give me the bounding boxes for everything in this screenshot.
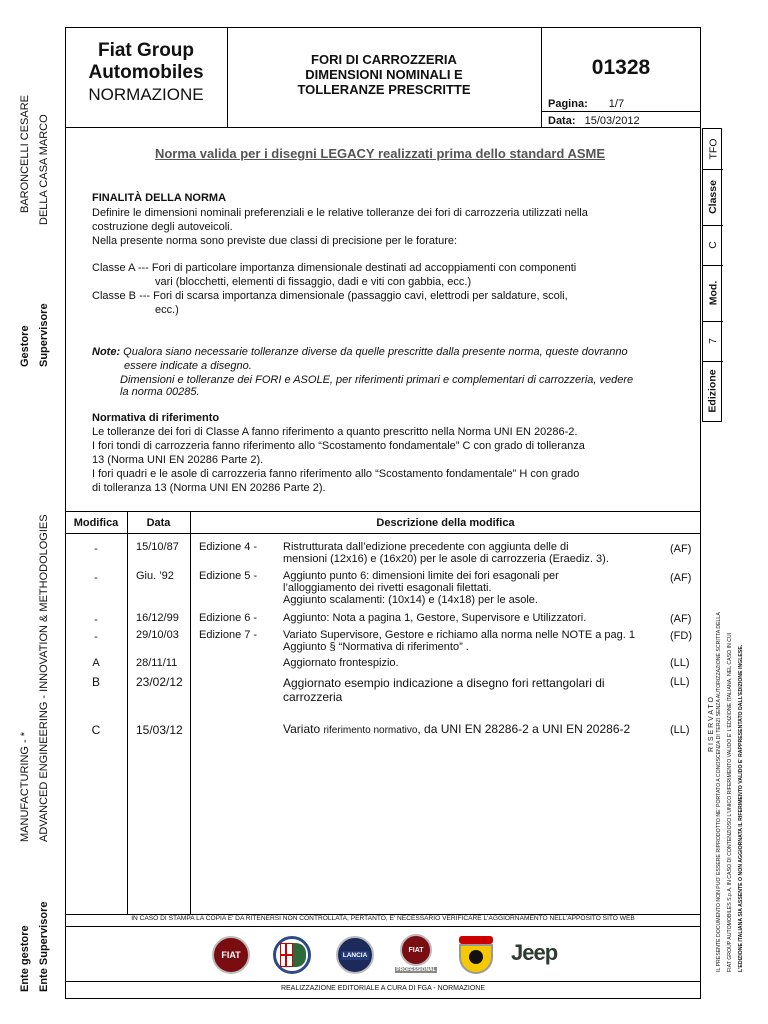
manager-role-label: Gestore: [19, 325, 31, 367]
row-desc-line1: Aggiornato esempio indicazione a disegno fori rettangolari di: [283, 676, 605, 690]
row-desc-line3: Aggiunto scalamenti: (10x14) e (14x18) per le asole.: [283, 594, 538, 606]
reserved-label: R I S E R V A T O: [708, 697, 715, 752]
title-line2: DIMENSIONI NOMINALI E: [305, 67, 463, 82]
row-date: 15/03/12: [136, 723, 183, 737]
normativa-line1: Le tolleranze dei fori di Classe A fanno riferimento a quanto prescritto nella Norma UNI EN 20286-2.: [92, 426, 578, 438]
row-edition: Edizione 4 -: [199, 541, 258, 553]
logo-band-bottom: [65, 981, 701, 982]
alfa-romeo-logo: [273, 936, 311, 974]
mod-label-cell: [703, 265, 723, 322]
page-label: Pagina:: [548, 98, 588, 110]
row-edition: Edizione 7 -: [199, 629, 258, 641]
abarth-logo: [457, 936, 495, 976]
supervising-body-label: Ente Supervisore: [38, 901, 50, 992]
header-date-divider: [541, 111, 701, 112]
manager-name: BARONCELLI CESARE: [19, 95, 31, 213]
class-a-line1: Classe A --- Fori di particolare importanza dimensionale destinati ad accoppiamenti con componenti: [92, 262, 577, 274]
col-header-modifica: Modifica: [73, 517, 119, 529]
legacy-notice: Norma valida per i disegni LEGACY realizzati prima dello standard ASME: [154, 146, 606, 161]
row-date: Giu. ’92: [136, 570, 174, 582]
class-b-line1: Classe B --- Fori di scarsa importanza dimensionale (passaggio cavi, elettrodi per saldature, scoli,: [92, 290, 568, 302]
finalita-text-line2: costruzione degli autoveicoli.: [92, 221, 233, 233]
mod-table-top: [65, 511, 701, 512]
row-desc-line1: Variato Supervisore, Gestore e richiamo alla norma nelle NOTE a pag. 1: [283, 629, 635, 641]
classe-value-cell: [703, 225, 723, 266]
fiat-logo-text: FIAT: [221, 950, 241, 960]
classe-label-cell: [703, 169, 723, 226]
print-notice: IN CASO DI STAMPA LA COPIA E' DA RITENERSI NON CONTROLLATA, PERTANTO, E' NECESSARIO VERIFICARE L'AGGIORNAMENTO NELL'APPOSITO SITO WEB: [131, 915, 635, 922]
row-code: (FD): [670, 630, 692, 642]
tfo-cell: [703, 129, 723, 170]
row-desc-part3: , da UNI EN 28286-2 a UNI EN 20286-2: [417, 722, 631, 736]
normativa-line4: I fori quadri e le asole di carrozzeria fanno riferimento allo “Scostamento fondamentale” H con grado: [92, 468, 580, 480]
managing-body-label: Ente gestore: [19, 925, 31, 992]
row-code: (LL): [670, 657, 690, 669]
col-header-descrizione: Descrizione della modifica: [376, 517, 515, 529]
document-title: [228, 52, 540, 97]
row-edition: Edizione 6 -: [199, 612, 258, 624]
mod-label: Mod.: [707, 280, 719, 306]
row-desc-line1: Aggiunto punto 6: dimensioni limite dei fori esagonali per: [283, 570, 559, 582]
supervising-body: ADVANCED ENGINEERING - INNOVATION & METHODOLOGIES: [38, 514, 50, 842]
class-a-line2: vari (blocchetti, elementi di fissaggio, dadi e viti con gabbia, ecc.): [155, 276, 472, 288]
tfo-value: TFO: [707, 138, 719, 160]
page-frame: [65, 27, 701, 999]
mod-table-header-bottom: [65, 533, 701, 534]
row-code: (LL): [670, 676, 690, 688]
row-desc-line1: Aggiornato frontespizio.: [283, 657, 399, 669]
managing-body: MANUFACTURING - *: [19, 732, 31, 842]
page-value: 1/7: [608, 98, 625, 110]
row-desc-line2: Aggiunto § “Normativa di riferimento” .: [283, 641, 469, 653]
date-label: Data:: [548, 115, 576, 127]
finalita-text-line3: Nella presente norma sono previste due classi di precisione per le forature:: [92, 235, 458, 247]
row-desc-line1: Ristrutturata dall’edizione precedente con aggiunta delle di: [283, 541, 569, 553]
jeep-logo: Jeep: [511, 940, 558, 965]
row-desc-line2: mensioni (12x16) e (16x20) per le asole di carrozzeria (Eraediz. 3).: [283, 553, 609, 565]
normativa-heading: Normativa di riferimento: [92, 412, 220, 424]
reserved-notice-line1: IL PRESENTE DOCUMENTO NON PUO' ESSERE RIPRODOTTO NE' PORTATO A CONOSCENZA DI TERZI SENZA AUTORIZZAZIONE SCRITTA DELLA: [716, 612, 722, 972]
class-b-line2: ecc.): [155, 304, 179, 316]
department-name: NORMAZIONE: [88, 85, 204, 104]
row-mod: C: [91, 723, 101, 737]
normativa-line3: 13 (Norma UNI EN 20286 Parte 2).: [92, 454, 264, 466]
row-code: (AF): [670, 613, 692, 625]
document-number: 01328: [591, 56, 651, 79]
row-date: 16/12/99: [136, 612, 179, 624]
row-mod: -: [94, 631, 98, 643]
mod-value: 7: [707, 338, 719, 344]
note-line1: [92, 346, 628, 359]
date-value: 15/03/2012: [584, 115, 640, 127]
row-code: (LL): [670, 724, 690, 736]
row-desc-line1: Aggiunto: Nota a pagina 1, Gestore, Supervisore e Utilizzatori.: [283, 612, 587, 624]
row-date: 23/02/12: [136, 675, 183, 689]
row-mod: -: [94, 572, 98, 584]
professional-label: PROFESSIONAL: [396, 967, 436, 973]
row-code: (AF): [670, 543, 692, 555]
note-line4: la norma 00285.: [120, 386, 200, 398]
reserved-notice-line2: FIAT GROUP AUTOMOBILES S.p.A. IN CASO DI CONTENZIOSO L'UNICO RIFERIMENTO VALIDO E' L'EDIZIONE ITALIANA. NEL CASO IN CUI: [727, 632, 733, 972]
fiat-professional-logo-text: FIAT: [408, 946, 424, 954]
company-name-line1: Fiat Group: [97, 40, 195, 61]
classification-table: [702, 128, 722, 422]
row-desc-part1: Variato: [283, 722, 324, 736]
row-code: (AF): [670, 572, 692, 584]
supervisor-name: DELLA CASA MARCO: [38, 114, 50, 225]
company-name-line2: Automobiles: [88, 62, 204, 83]
row-mod: B: [91, 675, 100, 689]
note-line2: essere indicate a disegno.: [124, 360, 252, 372]
row-desc-line2: carrozzeria: [283, 690, 343, 704]
header-divider: [65, 127, 701, 128]
page-info: [548, 98, 624, 110]
row-mod: A: [92, 657, 100, 669]
row-desc-line1: [283, 723, 630, 738]
classe-value: C: [707, 241, 719, 249]
row-desc-part2: riferimento normativo: [323, 725, 418, 736]
lancia-logo-text: LANCIA: [342, 951, 368, 959]
normativa-line2: I fori tondi di carrozzeria fanno riferimento allo “Scostamento fondamentale” C con grado di tolleranza: [92, 440, 585, 452]
title-line3: TOLLERANZE PRESCRITTE: [297, 82, 471, 97]
finalita-heading: FINALITÀ DELLA NORMA: [92, 192, 227, 204]
company-block: [66, 40, 226, 105]
mod-table-col1: [127, 511, 128, 914]
fiat-professional-logo: [400, 934, 432, 966]
mod-value-cell: [703, 321, 723, 362]
edizione-label-cell: [703, 361, 723, 421]
reserved-notice-line3: L'EDIZIONE ITALIANA SIA ASSENTE O NON AGGIORNATA IL RIFERIMENTO VALIDO E' RAPPRESENTATO DALL'EDIZIONE INGLESE.: [738, 644, 744, 972]
classe-label: Classe: [707, 180, 720, 214]
row-date: 15/10/87: [136, 541, 179, 553]
logo-band-top: [65, 926, 701, 927]
supervisor-role-label: Supervisore: [38, 303, 50, 367]
col-header-data: Data: [146, 517, 171, 529]
title-line1: FORI DI CARROZZERIA: [311, 52, 457, 67]
mod-table-col2: [190, 511, 191, 914]
edizione-label: Edizione: [707, 369, 720, 413]
row-mod: -: [94, 614, 98, 626]
editorial-credit: REALIZZAZIONE EDITORIALE A CURA DI FGA - NORMAZIONE: [280, 985, 486, 992]
row-desc-line2: l’alloggiamento dei rivetti esagonali filettati.: [283, 582, 492, 594]
note-label: Note:: [92, 346, 121, 358]
date-info: [548, 115, 640, 127]
note-line3: Dimensioni e tolleranze dei FORI e ASOLE, per riferimenti primari e complementari di carrozzeria, vedere: [120, 374, 634, 386]
row-date: 28/11/11: [136, 657, 178, 669]
finalita-text-line1: Definire le dimensioni nominali preferenziali e le relative tolleranze dei fori di carrozzeria utilizzati nella: [92, 207, 588, 219]
lancia-logo: [336, 936, 374, 974]
row-date: 29/10/03: [136, 629, 179, 641]
note-text-line1: Qualora siano necessarie tolleranze diverse da quelle prescritte dalla presente norma, queste dovranno: [123, 346, 628, 358]
fiat-logo: [212, 936, 250, 974]
row-edition: Edizione 5 -: [199, 570, 258, 582]
normativa-line5: di tolleranza 13 (Norma UNI EN 20286 Parte 2).: [92, 482, 326, 494]
row-mod: -: [94, 543, 98, 555]
